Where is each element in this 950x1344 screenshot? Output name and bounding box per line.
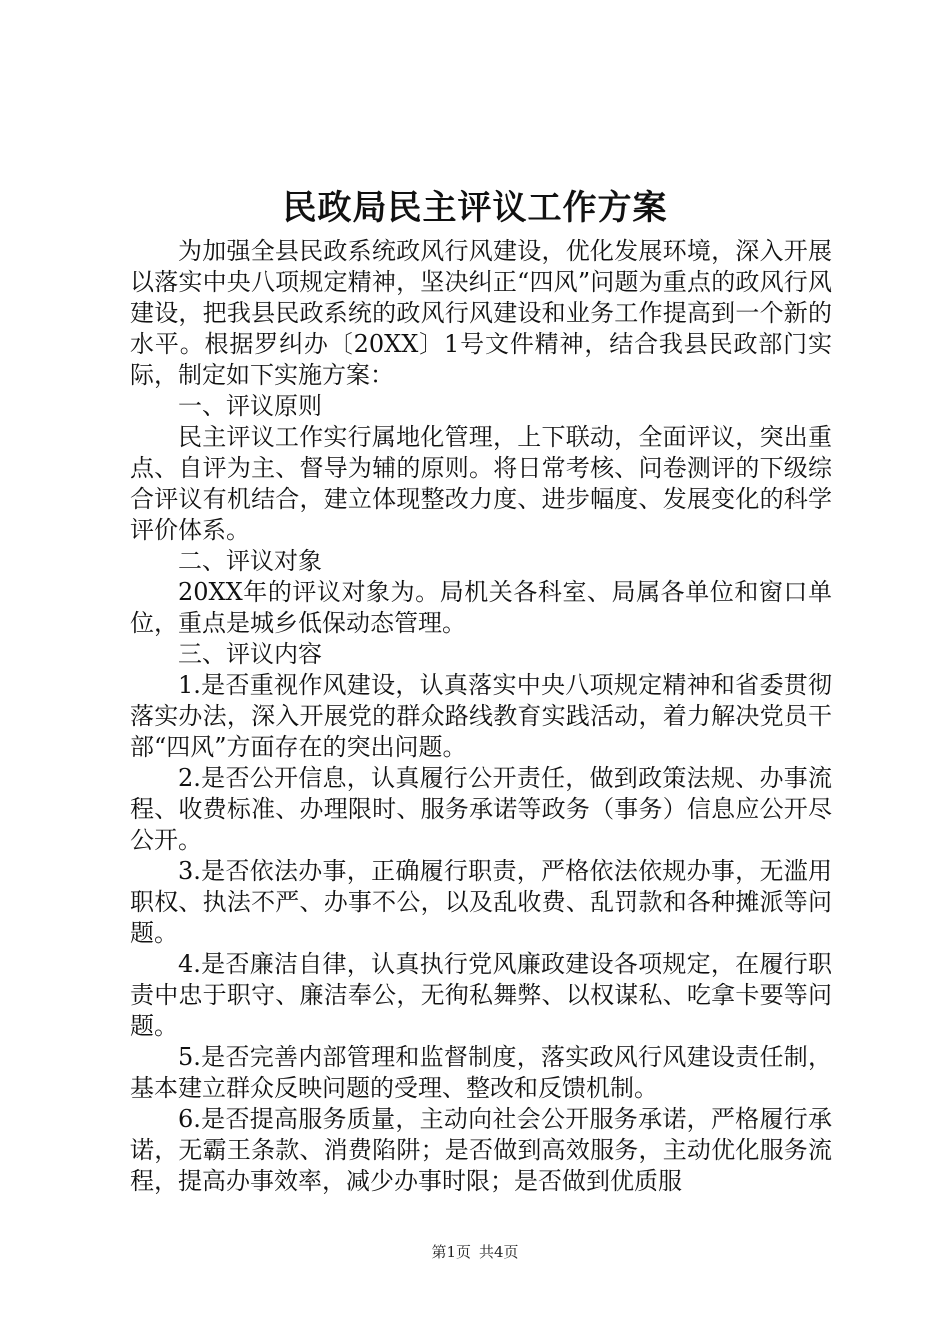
- page-number: 第1页: [431, 1243, 471, 1261]
- list-item-content-1: 1.是否重视作风建设，认真落实中央八项规定精神和省委贯彻落实办法，深入开展党的群众路线教育实践活动，着力解决党员干部“四风”方面存在的突出问题。: [130, 671, 832, 761]
- document-body: [130, 236, 832, 1197]
- document-title: 民政局民主评议工作方案: [282, 188, 668, 228]
- paragraph-targets: 20XX年的评议对象为。局机关各科室、局属各单位和窗口单位，重点是城乡低保动态管理。: [130, 578, 832, 637]
- section-heading-targets: 二、评议对象: [178, 547, 322, 575]
- list-item-content-5: 5.是否完善内部管理和监督制度，落实政风行风建设责任制，基本建立群众反映问题的受理、整改和反馈机制。: [130, 1043, 832, 1102]
- paragraph-principles: 民主评议工作实行属地化管理，上下联动，全面评议，突出重点、自评为主、督导为辅的原则。将日常考核、问卷测评的下级综合评议有机结合，建立体现整改力度、进步幅度、发展变化的科学评价体系。: [130, 423, 832, 544]
- list-item-content-4: 4.是否廉洁自律，认真执行党风廉政建设各项规定，在履行职责中忠于职守、廉洁奉公，无徇私舞弊、以权谋私、吃拿卡要等问题。: [130, 950, 832, 1040]
- section-heading-principles: 一、评议原则: [178, 392, 322, 420]
- list-item-content-6: 6.是否提高服务质量，主动向社会公开服务承诺，严格履行承诺，无霸王条款、消费陷阱；是否做到高效服务，主动优化服务流程，提高办事效率，减少办事时限；是否做到优质服: [130, 1105, 832, 1195]
- page-total: 共4页: [479, 1243, 519, 1261]
- section-heading-contents: 三、评议内容: [178, 640, 322, 668]
- list-item-content-3: 3.是否依法办事，正确履行职责，严格依法依规办事，无滥用职权、执法不严、办事不公，以及乱收费、乱罚款和各种摊派等问题。: [130, 857, 832, 947]
- page-footer: [0, 1242, 950, 1262]
- list-item-content-2: 2.是否公开信息，认真履行公开责任，做到政策法规、办事流程、收费标准、办理限时、服务承诺等政务（事务）信息应公开尽公开。: [130, 764, 832, 854]
- paragraph-intro: 为加强全县民政系统政风行风建设，优化发展环境，深入开展以落实中央八项规定精神，坚决纠正“四风”问题为重点的政风行风建设，把我县民政系统的政风行风建设和业务工作提高到一个新的水平。根据罗纠办〔20XX〕1号文件精神，结合我县民政部门实际，制定如下实施方案：: [130, 237, 832, 389]
